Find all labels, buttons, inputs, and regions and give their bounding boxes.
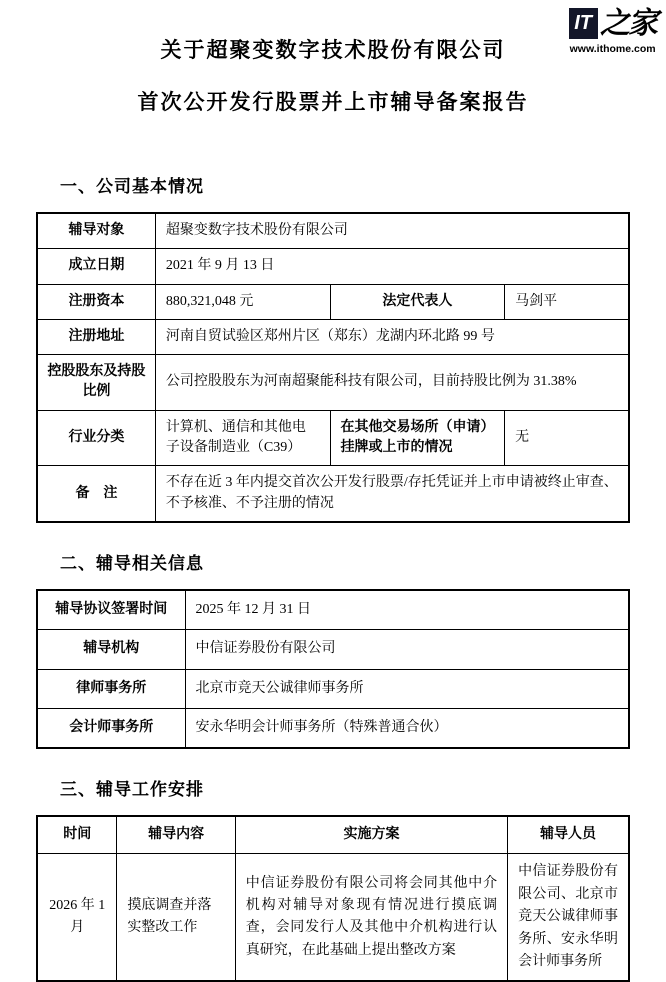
guidance-institution-value: 中信证券股份有限公司 [185, 630, 629, 669]
accounting-firm-value: 安永华明会计师事务所（特殊普通合伙） [185, 708, 629, 748]
industry-category-label: 行业分类 [37, 410, 155, 466]
row-guidance-target [37, 213, 629, 249]
doc-title-line1: 关于超聚变数字技术股份有限公司 [160, 38, 506, 62]
section-heading-guidance-info: 二、辅导相关信息 [60, 553, 204, 573]
registered-address-label: 注册地址 [37, 319, 155, 354]
registered-capital-value: 880,321,048 元 [155, 284, 330, 319]
industry-category-value: 计算机、通信和其他电子设备制造业（C39） [155, 410, 330, 466]
ithome-it-icon: IT [569, 8, 598, 39]
col-header-time: 时间 [37, 816, 117, 854]
row-guidance-institution [37, 630, 629, 669]
agreement-date-value: 2025 年 12 月 31 日 [185, 590, 629, 630]
col-header-implementation-plan: 实施方案 [235, 816, 507, 854]
law-firm-label: 律师事务所 [37, 669, 185, 708]
registered-capital-label: 注册资本 [37, 284, 155, 319]
guidance-target-value: 超聚变数字技术股份有限公司 [155, 213, 629, 249]
controlling-shareholder-value: 公司控股股东为河南超聚能科技有限公司，目前持股比例为 31.38% [155, 355, 629, 411]
row-registered-capital [37, 284, 629, 319]
row-law-firm [37, 669, 629, 708]
ithome-url-text: www.ithome.com [569, 43, 656, 55]
doc-title-line2: 首次公开发行股票并上市辅导备案报告 [137, 90, 529, 114]
remarks-value: 不存在近 3 年内提交首次公开发行股票/存托凭证并上市申请被终止审查、不予核准、不予注册的情况 [155, 466, 629, 522]
row-agreement-date [37, 590, 629, 630]
legal-representative-label: 法定代表人 [330, 284, 505, 319]
establish-date-label: 成立日期 [37, 249, 155, 284]
row-remarks [37, 466, 629, 522]
other-market-listing-label: 在其他交易场所（申请）挂牌或上市的情况 [330, 410, 505, 466]
company-basic-info-table [36, 212, 630, 523]
col-header-guidance-staff: 辅导人员 [508, 816, 629, 854]
ithome-logo-wordmark [569, 8, 656, 39]
row-registered-address [37, 319, 629, 354]
ithome-zhijia-text: 之家 [600, 6, 656, 40]
work-plan-table [36, 815, 630, 982]
guidance-institution-label: 辅导机构 [37, 630, 185, 669]
ithome-logo [569, 8, 656, 55]
legal-representative-value: 马剑平 [505, 284, 629, 319]
remarks-label: 备 注 [37, 466, 155, 522]
work-plan-row-1 [37, 854, 629, 981]
guidance-target-label: 辅导对象 [37, 213, 155, 249]
registered-address-value: 河南自贸试验区郑州片区（郑东）龙湖内环北路 99 号 [155, 319, 629, 354]
work-plan-implementation: 中信证券股份有限公司将会同其他中介机构对辅导对象现有情况进行摸底调查，会同发行人及其他中介机构进行认真研究，在此基础上提出整改方案 [235, 854, 507, 981]
row-establish-date [37, 249, 629, 284]
section-heading-work-plan: 三、辅导工作安排 [60, 780, 204, 800]
law-firm-value: 北京市竞天公诚律师事务所 [185, 669, 629, 708]
work-plan-time: 2026 年 1 月 [37, 854, 117, 981]
row-controlling-shareholder [37, 355, 629, 411]
controlling-shareholder-label: 控股股东及持股比例 [37, 355, 155, 411]
other-market-listing-value: 无 [505, 410, 629, 466]
row-accounting-firm [37, 708, 629, 748]
establish-date-value: 2021 年 9 月 13 日 [155, 249, 629, 284]
work-plan-content: 摸底调查并落实整改工作 [117, 854, 235, 981]
accounting-firm-label: 会计师事务所 [37, 708, 185, 748]
work-plan-header-row [37, 816, 629, 854]
work-plan-staff: 中信证券股份有限公司、北京市竞天公诚律师事务所、安永华明会计师事务所 [508, 854, 629, 981]
row-industry-category [37, 410, 629, 466]
guidance-info-table [36, 589, 630, 749]
agreement-date-label: 辅导协议签署时间 [37, 590, 185, 630]
section-heading-company-basics: 一、公司基本情况 [60, 177, 204, 196]
col-header-guidance-content: 辅导内容 [117, 816, 235, 854]
